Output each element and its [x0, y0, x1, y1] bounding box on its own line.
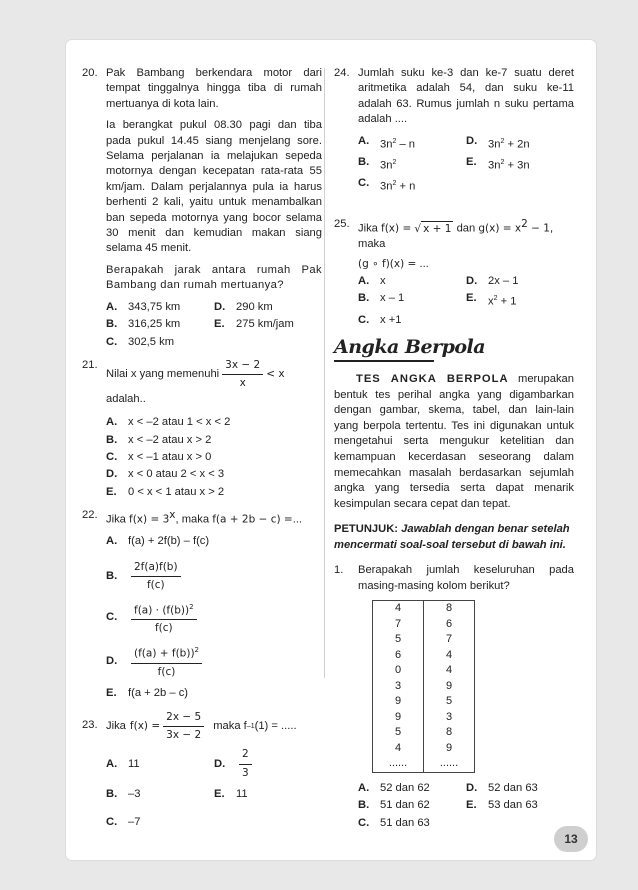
table-row [373, 632, 475, 648]
option-b[interactable]: B. $3n^2$ [358, 155, 397, 172]
left-column [82, 66, 322, 838]
table-cell: 5 [424, 694, 475, 710]
table-cell: 9 [424, 679, 475, 695]
option-d[interactable]: D. 2x – 1 [466, 275, 519, 287]
question-number: 25. [334, 218, 350, 231]
square-root: √ x + 1 [414, 221, 453, 237]
table-row [373, 710, 475, 726]
question-23 [82, 710, 322, 830]
table-cell: ...... [424, 756, 475, 772]
question-text: (g ∘ f)(x) = ... [358, 257, 429, 270]
option-b[interactable]: B. 316,25 km [106, 318, 181, 331]
option-a[interactable]: A. x [358, 275, 386, 287]
table-cell: 7 [373, 617, 424, 633]
option-a[interactable]: A. x < –2 atau 1 < x < 2 [106, 416, 231, 429]
option-d[interactable]: D. $\frac{(f(a) + f(b))^2}{f(c)}$ [106, 643, 322, 680]
table-cell: 3 [373, 679, 424, 695]
option-a[interactable]: A. 52 dan 62 [358, 781, 430, 794]
table-cell: 8 [424, 601, 475, 617]
fraction: $\frac{2f(a)f(b)}{f(c)}$ [131, 560, 181, 594]
fraction: $\frac{f(a) \cdot (f(b))^2}{f(c)}$ [131, 600, 197, 637]
table-row [373, 694, 475, 710]
question-22 [82, 508, 322, 701]
table-row [373, 741, 475, 757]
column-divider [324, 68, 325, 678]
table-cell: 4 [424, 648, 475, 664]
answer-options [106, 747, 322, 830]
option-c[interactable]: C. $3n^2 + n$ [358, 176, 416, 193]
option-a[interactable]: A. 343,75 km [106, 300, 181, 313]
question-1 [334, 563, 574, 831]
answer-options [106, 300, 322, 350]
option-e[interactable]: E. 0 < x < 1 atau x > 2 [106, 485, 225, 498]
fraction: $\frac{(f(a) + f(b))^2}{f(c)}$ [131, 643, 202, 680]
option-c[interactable]: C. 51 dan 63 [358, 816, 430, 829]
option-c[interactable]: C. –7 [106, 815, 141, 828]
question-25 [334, 217, 574, 328]
table-row [373, 679, 475, 695]
table-cell: 5 [373, 725, 424, 741]
option-c[interactable]: C. x +1 [358, 313, 402, 326]
question-text: Jika f(x) = √ x + 1 dan $g(x) = x^2 - 1$, maka [358, 218, 554, 251]
answer-options [358, 134, 574, 195]
table-row [373, 756, 475, 772]
question-text: Nilai x yang memenuhi $\frac{3x - 2}{x}$ < x adalah.. [106, 358, 285, 405]
document-page [66, 40, 596, 860]
option-c[interactable]: C. $\frac{f(a) \cdot (f(b))^2}{f(c)}$ [106, 600, 322, 637]
table-cell: 0 [373, 663, 424, 679]
section-underline [334, 360, 434, 362]
option-d[interactable]: D. 52 dan 63 [466, 781, 538, 794]
answer-options [358, 274, 574, 328]
answer-options [106, 415, 322, 500]
question-number: 20. [82, 67, 98, 79]
option-e[interactable]: E. 11 [214, 788, 248, 801]
option-c[interactable]: C. 302,5 km [106, 335, 175, 348]
option-b[interactable]: B. 51 dan 62 [358, 799, 430, 812]
question-text: Jika $f(x) = 3^x$, maka f(a + 2b − c) =... [106, 509, 303, 526]
question-text: Pak Bambang berkendara motor dari tempat tinggalnya hingga tiba di rumah mertuanya di kota lain. [106, 67, 322, 110]
question-text: Ia berangkat pukul 08.30 pagi dan tiba pada pukul 14.45 siang menjelang sore. Selama perjalanan ia melajukan sepeda motornya dengan kecepatan rata-rata 55 km/jam. Dalam perjalannya pula ia harus berhenti 2 kali, yaitu untuk menambalkan ban sepeda motornya yang bocor selama 30 menit dan kemudian makan siang selama 45 menit. [106, 119, 322, 255]
question-number: 1. [334, 564, 344, 577]
table-cell: ...... [373, 756, 424, 772]
question-text: Jumlah suku ke-3 dan ke-7 suatu deret aritmetika adalah 54, dan suku ke-11 adalah 63. Rumus jumlah n suku pertama adalah .... [358, 67, 574, 126]
table-cell: 6 [373, 648, 424, 664]
question-text: Berapakah jumlah keseluruhan pada masing-masing kolom berikut? [358, 564, 574, 592]
table-cell: 4 [373, 601, 424, 617]
table-row [373, 617, 475, 633]
option-a[interactable]: A. f(a) + 2f(b) – f(c) [106, 535, 210, 548]
right-column [334, 66, 574, 839]
number-table [372, 600, 475, 773]
option-b[interactable]: B. $\frac{2f(a)f(b)}{f(c)}$ [106, 560, 322, 594]
question-text: Berapakah jarak antara rumah Pak Bambang dan rumah mertuanya? [106, 263, 322, 292]
question-number: 21. [82, 358, 98, 371]
table-cell: 9 [373, 710, 424, 726]
table-cell: 5 [373, 632, 424, 648]
question-number: 23. [82, 718, 98, 731]
table-row [373, 648, 475, 664]
page-number: 13 [554, 826, 588, 852]
table-cell: 3 [424, 710, 475, 726]
option-b[interactable]: B. x – 1 [358, 292, 405, 305]
table-cell: 7 [424, 632, 475, 648]
fraction: $\frac{3x - 2}{x}$ [222, 358, 263, 392]
question-text: Jika f(x) = $\frac{2x - 5}{3x - 2}$ maka f –1 (1) = ..... [106, 710, 322, 744]
option-e[interactable]: E. 53 dan 63 [466, 799, 538, 812]
question-20 [82, 66, 322, 350]
option-d[interactable]: D. $\frac{2}{3}$ [214, 747, 322, 781]
option-b[interactable]: B. x < –2 atau x > 2 [106, 433, 212, 446]
option-d[interactable]: D. x < 0 atau 2 < x < 3 [106, 468, 225, 481]
table-cell: 9 [373, 694, 424, 710]
table-cell: 4 [373, 741, 424, 757]
option-d[interactable]: D. $3n^2 + 2n$ [466, 134, 530, 151]
table-cell: 6 [424, 617, 475, 633]
option-b[interactable]: B. –3 [106, 788, 141, 801]
option-a[interactable]: A. 11 [106, 757, 140, 770]
answer-options [358, 781, 574, 831]
option-c[interactable]: C. x < –1 atau x > 0 [106, 450, 212, 463]
question-number: 24. [334, 67, 350, 79]
table-cell: 8 [424, 725, 475, 741]
option-a[interactable]: A. $3n^2$ – n [358, 134, 416, 151]
section-intro: TES ANGKA BERPOLA merupakan bentuk tes perihal angka yang digambarkan dengan gambar, skema, tabel, dan lain-lain yang berpola tertentu. Tes ini digunakan untuk mengetahui serta mengukur ketelitian dan kemampuan kecerdasan seseorang dalam memecahkan masalah berdasarkan sejumlah angka yang tersedia serta dapat menarik kesimpulan secara cepat dan tepat. [334, 372, 574, 510]
fraction: $\frac{2}{3}$ [239, 747, 252, 781]
instructions: PETUNJUK: Jawablah dengan benar setelah mencermati soal-soal tersebut di bawah ini. [334, 523, 570, 551]
table-row [373, 663, 475, 679]
question-21 [82, 358, 322, 500]
option-e[interactable]: E. 275 km/jam [214, 318, 294, 331]
option-d[interactable]: D. 290 km [214, 300, 273, 313]
question-24 [334, 66, 574, 195]
table-row [373, 601, 475, 617]
fraction: $\frac{2x - 5}{3x - 2}$ [163, 710, 204, 744]
table-row [373, 725, 475, 741]
question-number: 22. [82, 509, 98, 522]
table-cell: 4 [424, 663, 475, 679]
table-cell: 9 [424, 741, 475, 757]
option-e[interactable]: E. f(a + 2b – c) [106, 687, 189, 700]
option-e[interactable]: E. $x^2 + 1$ [466, 292, 517, 309]
option-e[interactable]: E. $3n^2 + 3n$ [466, 155, 530, 172]
section-title: Angka Berpola [334, 335, 486, 358]
